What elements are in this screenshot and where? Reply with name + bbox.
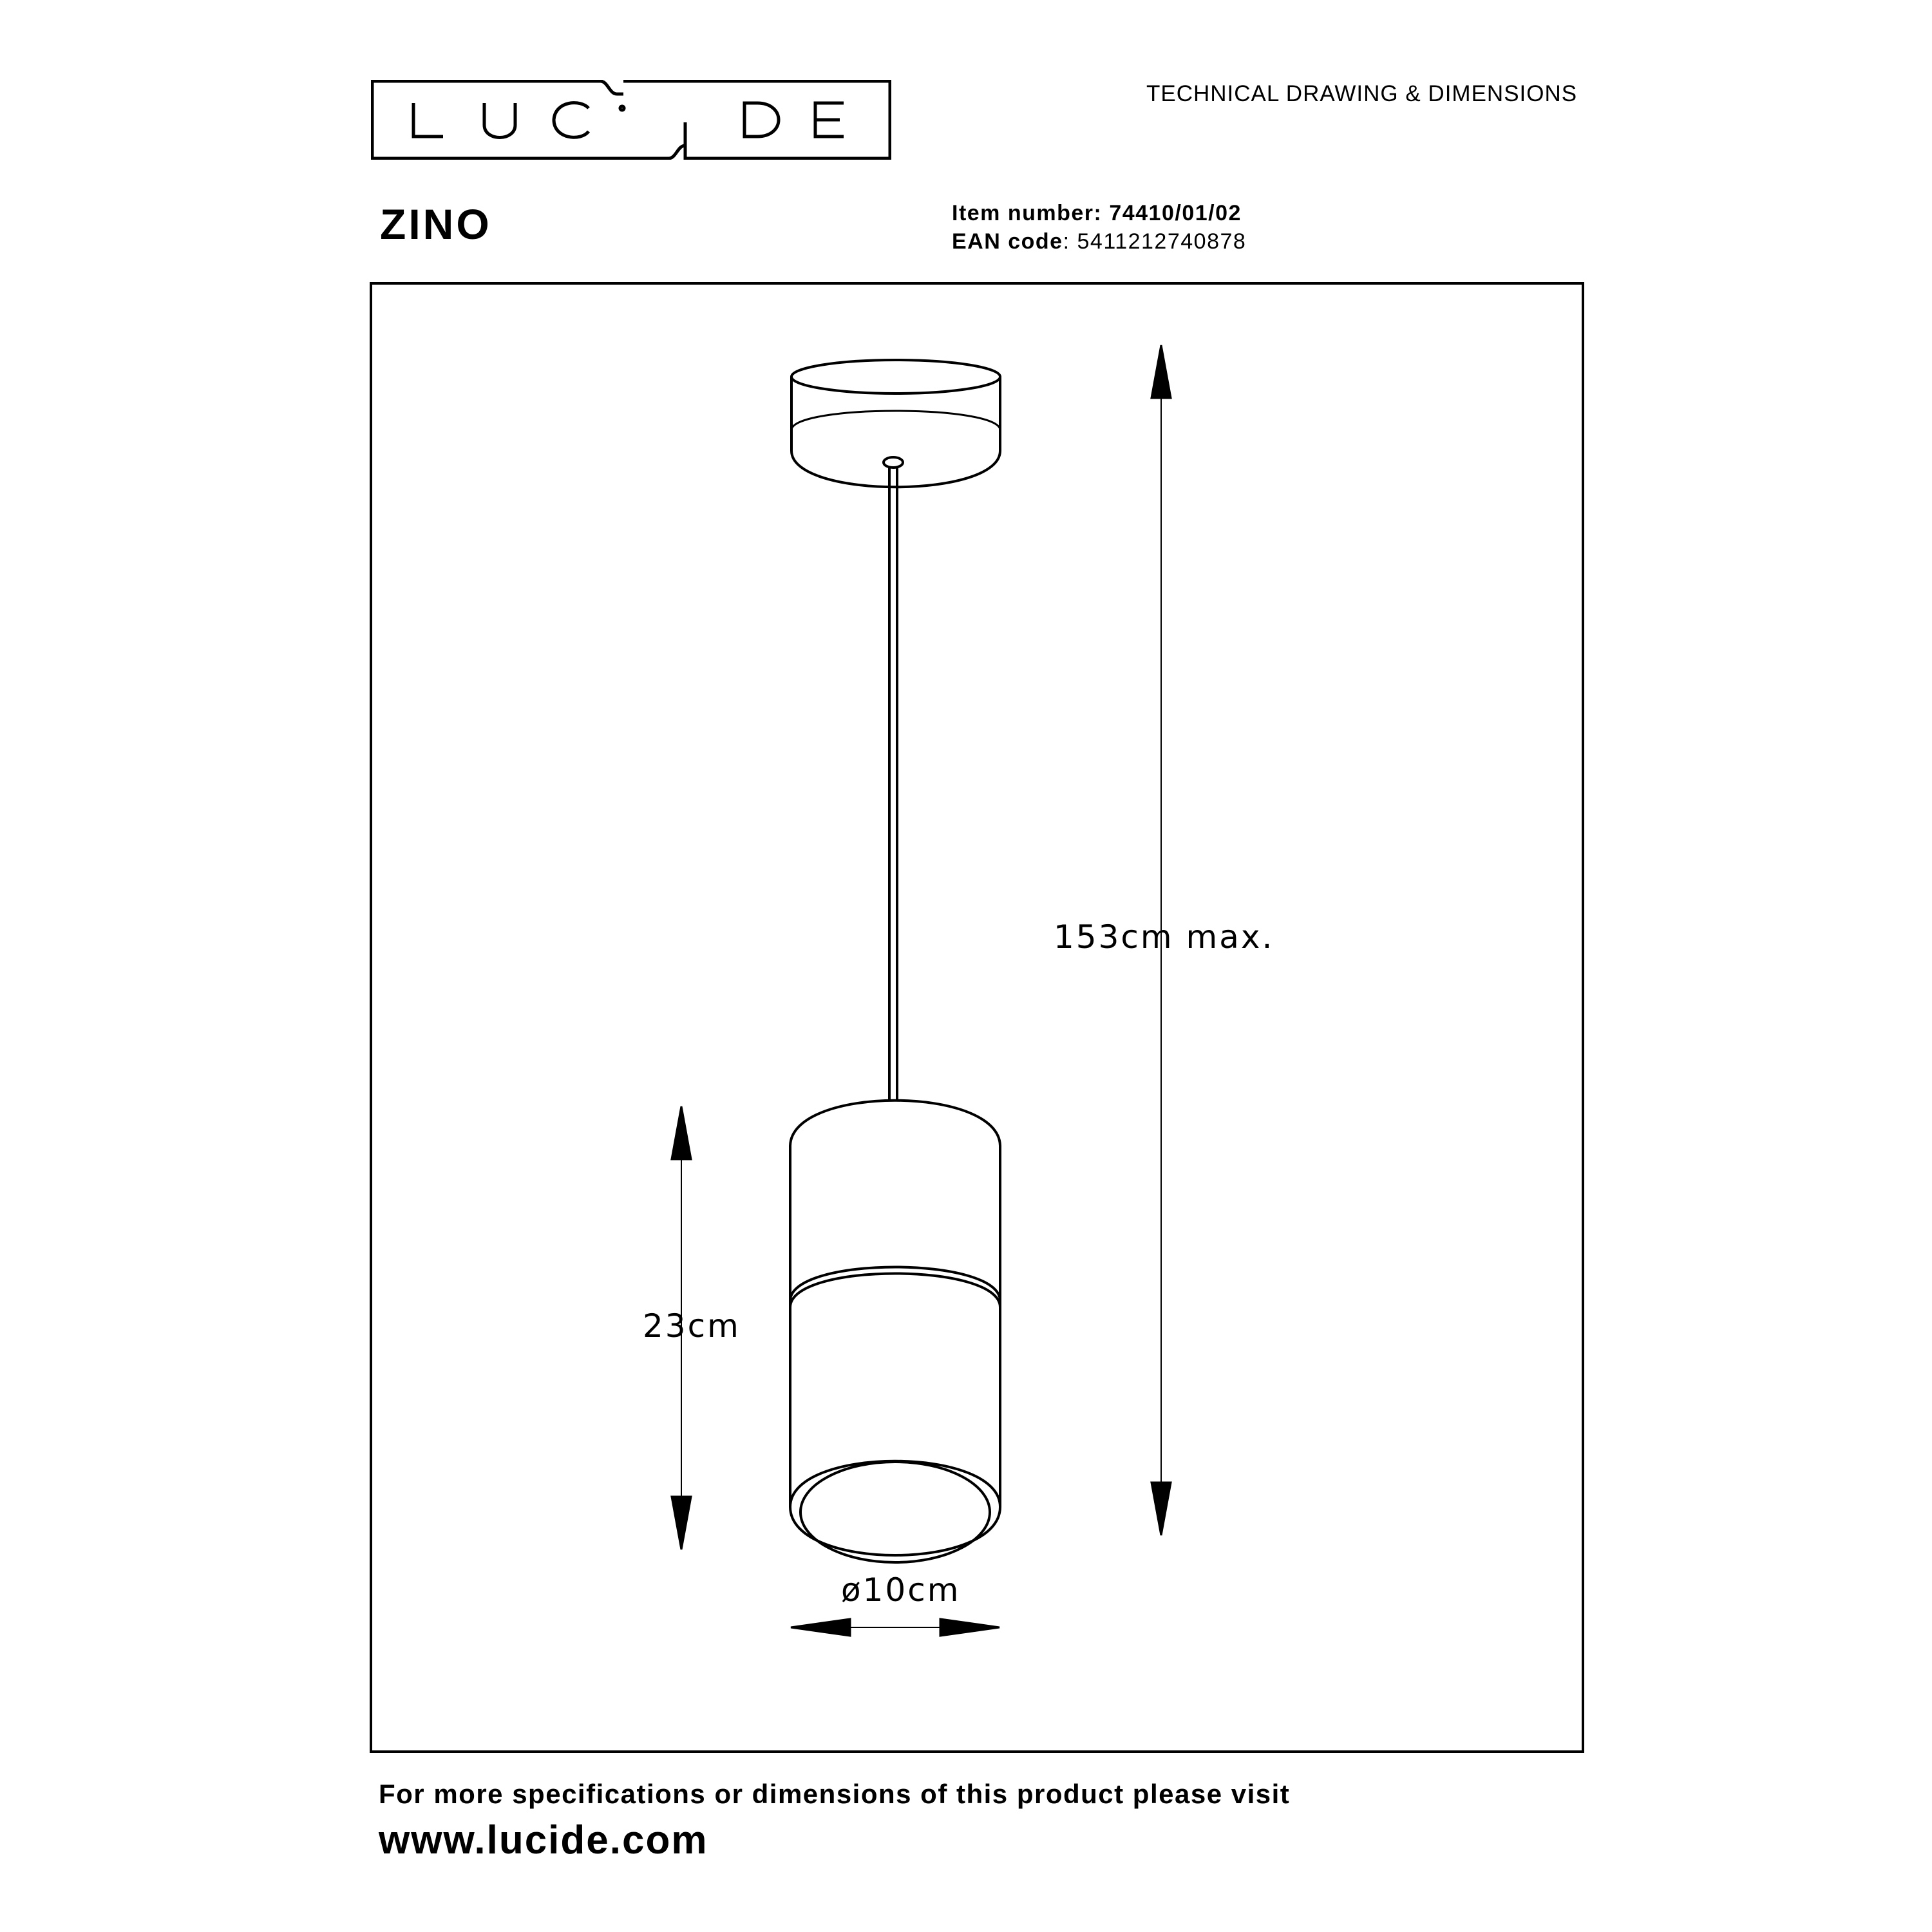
lamp-shade — [790, 1101, 1000, 1562]
ean-code: EAN code: 5411212740878 — [952, 229, 1247, 254]
footer-url-link[interactable]: www.lucide.com — [379, 1818, 708, 1862]
diameter-dimension — [791, 1619, 999, 1636]
total-height-label: 153cm max. — [1054, 918, 1274, 956]
item-number-label: Item number — [952, 201, 1094, 225]
item-number-value: 74410/01/02 — [1109, 201, 1242, 225]
item-number: Item number: 74410/01/02 — [952, 201, 1242, 225]
ean-label: EAN code — [952, 229, 1063, 254]
header-title: TECHNICAL DRAWING & DIMENSIONS — [1146, 81, 1578, 106]
footer-info: For more specifications or dimensions of this product please visit — [379, 1779, 1291, 1809]
ean-value: 5411212740878 — [1077, 229, 1247, 254]
diameter-label: ø10cm — [841, 1571, 961, 1609]
suspension-cable — [884, 457, 903, 1101]
shade-height-label: 23cm — [643, 1307, 741, 1345]
product-name: ZINO — [380, 200, 492, 248]
